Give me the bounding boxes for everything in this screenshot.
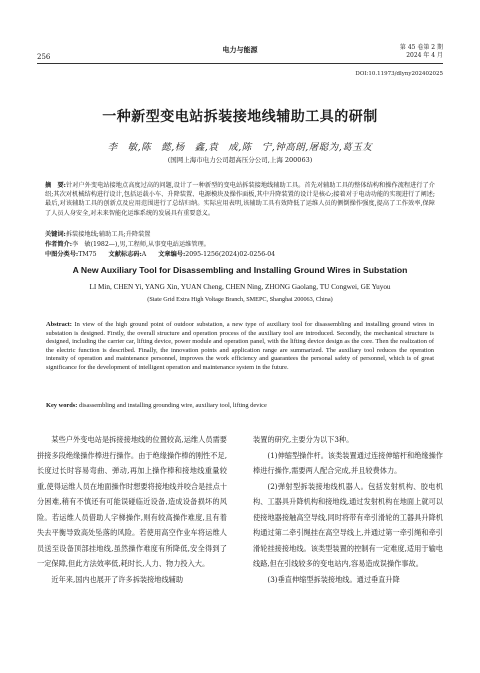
doc-code-value: A bbox=[141, 251, 147, 258]
body-paragraph: (2)弹射型拆装接地线机器人。包括发射机构、胶电机构、工器具升降机构和接地线,通过发射机构在地面上就可以使接地器接触高空导线,同时将带有牵引滑轮的工器具升降机构通过第二牵引绳挂在高空导线上,并通过第一牵引绳和牵引滑轮挂接接地线。该类型装置的控制有一定难度,适用于输电线路,但在引线较多的变电站内,容易造成误操作事故。 bbox=[253, 481, 443, 568]
keywords-chinese bbox=[45, 229, 435, 238]
affiliation-chinese: (国网上海市电力公司超高压分公司,上海 200063) bbox=[167, 156, 313, 164]
header-rule bbox=[37, 63, 443, 64]
keywords-english bbox=[46, 402, 434, 409]
body-paragraph: (3)垂直伸缩型拆装接地线。通过垂直升降 bbox=[267, 574, 400, 584]
volume-issue: 第 45 卷第 2 期 bbox=[399, 44, 443, 51]
body-column-left bbox=[37, 432, 227, 587]
clc-value: TM75 bbox=[78, 251, 97, 258]
body-paragraph: 装置的研究,主要分为以下3种。 bbox=[253, 435, 354, 444]
issue-date: 2024 年 4 月 bbox=[406, 52, 443, 59]
doc-code-label: 文献标志码: bbox=[108, 251, 142, 258]
keywords-cn-label: 关键词: bbox=[45, 231, 66, 238]
abstract-cn-text: 针对户外变电站接地点高度过高的问题,设计了一种新型的变电站拆装接地线辅助工具。首先对辅助工具的整体结构和操作流程进行了介绍;其次对机械结构进行设计,包括运载小车、升降装置、电源模块及操作面板,其中升降装置的设计是核心;接着对于电动功能的实现进行了阐述;最后,对该辅助工具的创新点及应用范围进行了总结归纳。实际应用表明,该辅助工具有效降低了运维人员的侧倒操作强度,提高了工作效率,保障了人员人身安全,对未来智能化运维系统的发展具有重要意义。 bbox=[45, 182, 435, 217]
doc-code-item bbox=[109, 251, 147, 258]
clc-label: 中图分类号: bbox=[45, 251, 79, 258]
authors-chinese: 李 敏,陈 懿,杨 鑫,袁 成,陈 宁,钟高朗,屠聪为,葛玉友 bbox=[107, 142, 373, 153]
title-english: A New Auxiliary Tool for Disassembling and Installing Ground Wires in Substation bbox=[72, 265, 408, 275]
keywords-cn-text: 拆装接地线;辅助工具;升降装置 bbox=[65, 231, 151, 238]
article-no-item bbox=[158, 251, 275, 258]
abstract-chinese bbox=[45, 181, 435, 218]
author-intro bbox=[45, 239, 435, 248]
journal-name: 电力与能源 bbox=[222, 46, 258, 54]
authors-english: LI Min, CHEN Yi, YANG Xin, YUAN Cheng, CHEN Ning, ZHONG Gaolang, TU Congwei, GE Yuyou bbox=[89, 283, 391, 291]
affiliation-english: (State Grid Extra High Voltage Branch, SMEPC, Shanghai 200063, China) bbox=[147, 296, 333, 303]
clc-item bbox=[45, 251, 97, 258]
abstract-cn-label: 摘 要: bbox=[45, 182, 66, 189]
page-number: 256 bbox=[37, 53, 51, 61]
keywords-en-label: Key words: bbox=[46, 402, 78, 409]
body-paragraph: 某些户外变电站是拆接接地线的位置较高,运维人员需要拼接多段绝缘操作棒进行操作。由于绝缘操作棒的刚性不足,长度过长时容易弯曲、弹动,再加上操作棒和接地线重量较重,使得运维人员在地面操作时想要将接地线并咬合是挂点十分困难,稍有不慎还有可能误碰临近设备,造成设备损坏的风险。若运维人员借助人字梯操作,则有较高操作难度,且有着失去平衡导致高处坠落的风险。若使用高空作业车将运维人员送至设备顶部挂地线,虽然操作难度有所降低,安全得到了一定保障,但此方法效率低,耗时长,人力、物力投入大。 bbox=[37, 435, 227, 568]
body-column-right bbox=[253, 432, 443, 587]
title-chinese: 一种新型变电站拆装接地线辅助工具的研制 bbox=[102, 109, 378, 125]
keywords-en-text: disassembling and installing grounding wire, auxiliary tool, lifting device bbox=[79, 402, 267, 409]
abstract-en-text: In view of the high ground point of outdoor substation, a new type of auxiliary tool for disassembling and installing ground wires in substation is designed. Firstly, the overall structure and operation process of the auxiliary tool are introduced. Secondly, the mechanical structure is designed, including the carrier car, lifting device, power module and operation panel, with the lifting device design as the core. Then the realization of the electric function is described. Finally, the innovation points and application range are summarized. The auxiliary tool reduces the operation intensity of operation and maintenance personnel, improves the work efficiency and guarantees the personal safety of personnel, which is of great significance for the development of intelligent operation and maintenance system in the future. bbox=[46, 321, 434, 371]
body-paragraph: 近年来,国内也展开了许多拆装接地线辅助 bbox=[51, 574, 184, 584]
abstract-english bbox=[46, 321, 434, 373]
classification-line bbox=[45, 249, 435, 258]
article-no-label: 文章编号: bbox=[158, 251, 186, 258]
doi: DOI:10.11973/dlyny202402025 bbox=[355, 71, 443, 77]
abstract-en-label: Abstract: bbox=[46, 321, 72, 328]
author-intro-text: 李 敏(1982—),男,工程师,从事变电站运维管理。 bbox=[72, 241, 210, 248]
author-intro-label: 作者简介: bbox=[45, 241, 73, 248]
body-paragraph: (1)伸缩型操作杆。该类装置通过连接伸缩杆和绝缘操作棒进行操作,需要两人配合完成,并且较费体力。 bbox=[253, 450, 443, 475]
article-no-value: 2095-1256(2024)02-0256-04 bbox=[185, 251, 276, 258]
issue-info bbox=[400, 44, 443, 60]
